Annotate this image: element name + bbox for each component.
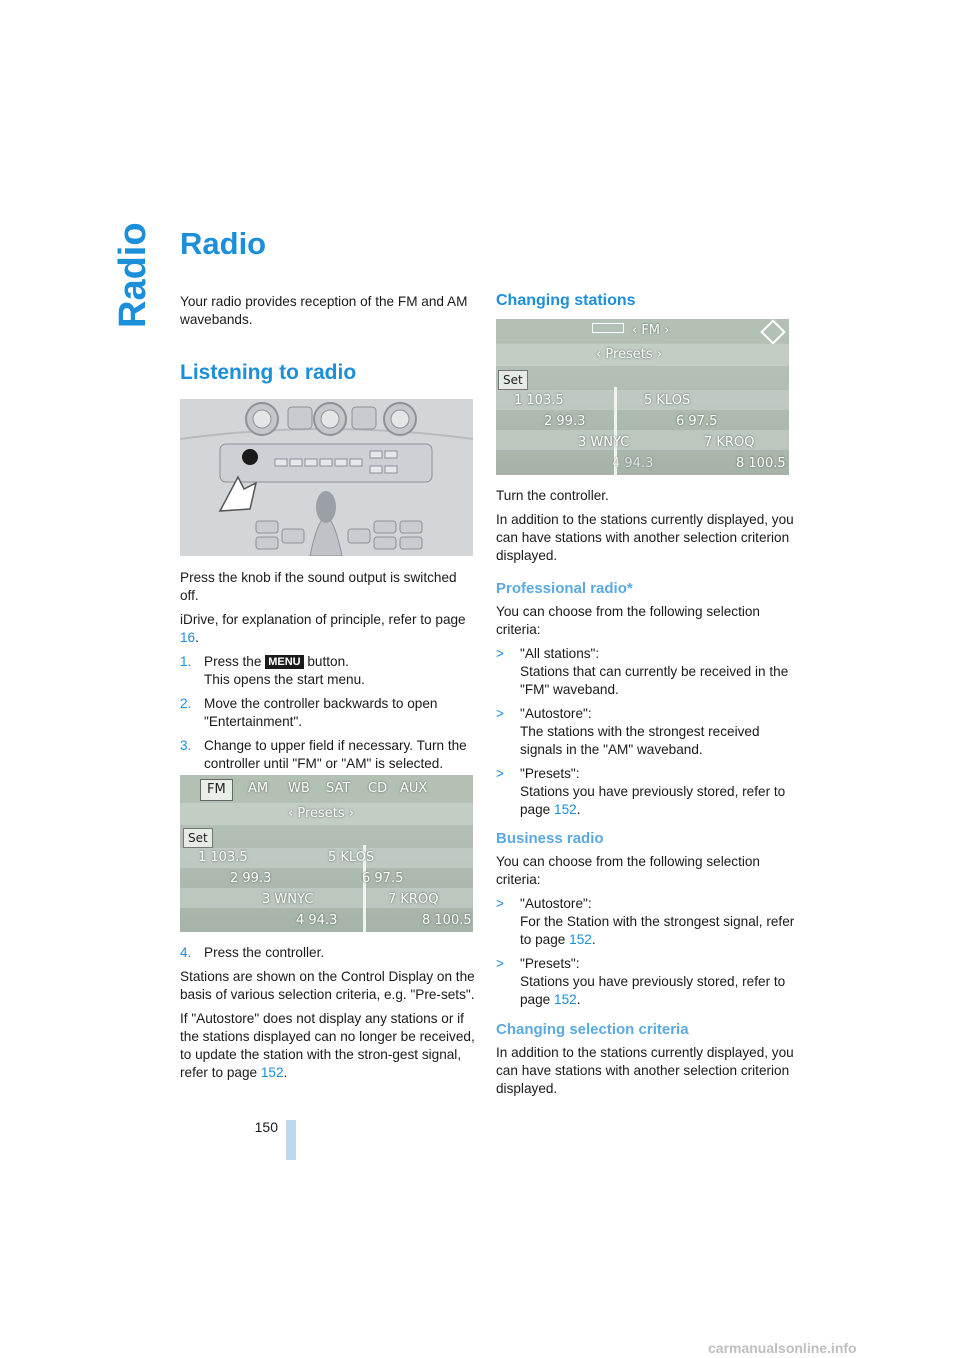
item-head: "Presets": (520, 956, 580, 971)
intro-text: Your radio provides reception of the FM and AM wavebands. (180, 294, 468, 327)
tab-sat[interactable]: SAT (326, 781, 351, 796)
step-1-pre: Press the (204, 654, 266, 669)
step-4-text: Press the controller. (204, 945, 325, 960)
tab-wb[interactable]: WB (288, 781, 310, 796)
item-head: "Autostore": (520, 706, 592, 721)
item-head: "Presets": (520, 766, 580, 781)
bus-intro-text: You can choose from the following selection criteria: (496, 854, 760, 887)
station-item[interactable]: 6 97.5 (676, 414, 718, 429)
station-item[interactable]: 5 KLOS (328, 850, 375, 865)
stations-text: Stations are shown on the Control Display on the basis of various selection criteria, e.g. "Pre-sets". (180, 969, 475, 1002)
listening-heading-block (180, 361, 475, 385)
step-2-text: Move the controller backwards to open "Entertainment". (204, 696, 438, 729)
radio-console-illustration (180, 399, 473, 556)
bus-item-autostore: > "Autostore": For the Station with the strongest signal, refer to page 152. (496, 896, 795, 947)
step-3-text: Change to upper field if necessary. Turn the controller until "FM" or "AM" is selected. (204, 738, 467, 771)
station-item[interactable]: 8 100.5 (736, 456, 786, 471)
step-2 (180, 695, 475, 731)
step-4 (180, 944, 475, 962)
page-link[interactable]: 152 (554, 802, 577, 817)
set-button[interactable]: Set (498, 370, 528, 390)
step-number: 1. (180, 654, 192, 669)
station-item[interactable]: 3 WNYC (578, 435, 630, 450)
item-body: Stations you have previously stored, refer to page (520, 784, 786, 817)
item-head: "All stations": (520, 646, 600, 661)
menu-key-icon: MENU (265, 655, 303, 669)
changing-text-block (496, 487, 796, 565)
set-button[interactable]: Set (183, 828, 213, 848)
station-item[interactable]: 8 100.5 (422, 913, 472, 928)
autostore-label: If "Autostore" does not display any stations or if the stations displayed can no longer be received, to update the station with the stron-gest signal, refer to page (180, 1011, 475, 1080)
post-screen-block (180, 944, 475, 1082)
step-number: 2. (180, 696, 192, 711)
turn-text: Turn the controller. (496, 488, 609, 503)
page-number-bar (286, 1120, 296, 1160)
site-watermark: carmanualsonline.info (708, 1340, 857, 1356)
page-title: Radio (180, 226, 267, 261)
item-head: "Autostore": (520, 896, 592, 911)
station-item[interactable]: 1 103.5 (198, 850, 248, 865)
station-item[interactable]: 4 94.3 (296, 913, 338, 928)
criteria-block (496, 1021, 796, 1098)
sidebar-section-title (108, 222, 156, 328)
tab-aux[interactable]: AUX (400, 781, 428, 796)
page-link[interactable]: 152 (554, 992, 577, 1007)
prof-item-all-stations (496, 645, 796, 699)
tab-cd[interactable]: CD (368, 781, 388, 796)
station-item[interactable]: 7 KROQ (388, 892, 439, 907)
station-item[interactable]: 7 KROQ (704, 435, 755, 450)
presets-selector[interactable]: ‹ Presets › (596, 347, 662, 362)
item-body: Stations that can currently be received in the "FM" waveband. (520, 664, 789, 697)
station-item[interactable]: 1 103.5 (514, 393, 564, 408)
changing-heading-block (496, 292, 796, 310)
prof-item-presets: > "Presets": Stations you have previously stored, refer to page 152. (496, 766, 786, 817)
changing-criteria-heading: Changing selection criteria (496, 1021, 689, 1038)
band-selector[interactable] (592, 323, 669, 338)
tab-fm[interactable]: FM (200, 779, 233, 801)
control-display-screen-fm (496, 319, 789, 475)
autostore-text: If "Autostore" does not display any stations or if the stations displayed can no longer be received, to update the station with the stron-gest signal, refer to page 152. (180, 1011, 475, 1080)
console-drawing (180, 399, 473, 556)
radio-icon (592, 323, 624, 333)
addition-text: In addition to the stations currently displayed, you can have stations with another selection criterion displayed. (496, 512, 794, 563)
station-item[interactable]: 3 WNYC (262, 892, 314, 907)
station-item[interactable]: 2 99.3 (544, 414, 586, 429)
business-radio-heading: Business radio (496, 830, 604, 847)
autostore-page-link[interactable]: 152 (260, 1065, 284, 1080)
step-3 (180, 737, 475, 773)
station-item[interactable]: 4 94.3 (612, 456, 654, 471)
prof-intro-text: You can choose from the following selection criteria: (496, 604, 760, 637)
station-item[interactable]: 6 97.5 (362, 871, 404, 886)
item-body: Stations you have previously stored, refer to page (520, 974, 786, 1007)
control-display-screen-wavebands (180, 775, 473, 932)
bullet-marker: > (496, 766, 504, 781)
instructions-block (180, 569, 475, 773)
business-block (496, 830, 796, 1009)
sidebar-section-label: Radio (112, 222, 154, 328)
intro-block (180, 293, 475, 329)
page-link[interactable]: 152 (569, 932, 592, 947)
criteria-text: In addition to the stations currently displayed, you can have stations with another selection criterion displayed. (496, 1045, 794, 1096)
idrive-text: iDrive, for explanation of principle, refer to page 16. (180, 612, 466, 645)
press-knob-text: Press the knob if the sound output is switched off. (180, 570, 457, 603)
professional-radio-heading: Professional radio* (496, 580, 633, 597)
step-1 (180, 653, 475, 689)
item-body: For the Station with the strongest signal, refer to page (520, 914, 795, 947)
step-number: 3. (180, 738, 192, 753)
band-label: ‹ FM › (632, 323, 670, 338)
page-number: 150 (254, 1119, 278, 1135)
station-item[interactable]: 5 KLOS (644, 393, 691, 408)
changing-stations-heading: Changing stations (496, 292, 636, 309)
step-1-line2: This opens the start menu. (204, 672, 365, 687)
prof-item-autostore (496, 705, 796, 759)
idrive-page-link[interactable]: 16 (180, 630, 196, 645)
presets-selector[interactable]: ‹ Presets › (288, 806, 354, 821)
professional-block (496, 580, 796, 819)
listening-heading: Listening to radio (180, 361, 357, 384)
item-body: The stations with the strongest received signals in the "AM" waveband. (520, 724, 760, 757)
tab-am[interactable]: AM (248, 781, 269, 796)
bullet-marker: > (496, 896, 504, 911)
bullet-marker: > (496, 706, 504, 721)
bullet-marker: > (496, 646, 504, 661)
step-number: 4. (180, 945, 192, 960)
station-item[interactable]: 2 99.3 (230, 871, 272, 886)
bus-item-presets: > "Presets": Stations you have previously stored, refer to page 152. (496, 956, 786, 1007)
step-1-post: button. (303, 654, 349, 669)
bullet-marker: > (496, 956, 504, 971)
idrive-label: iDrive, for explanation of principle, refer to page (180, 612, 466, 627)
